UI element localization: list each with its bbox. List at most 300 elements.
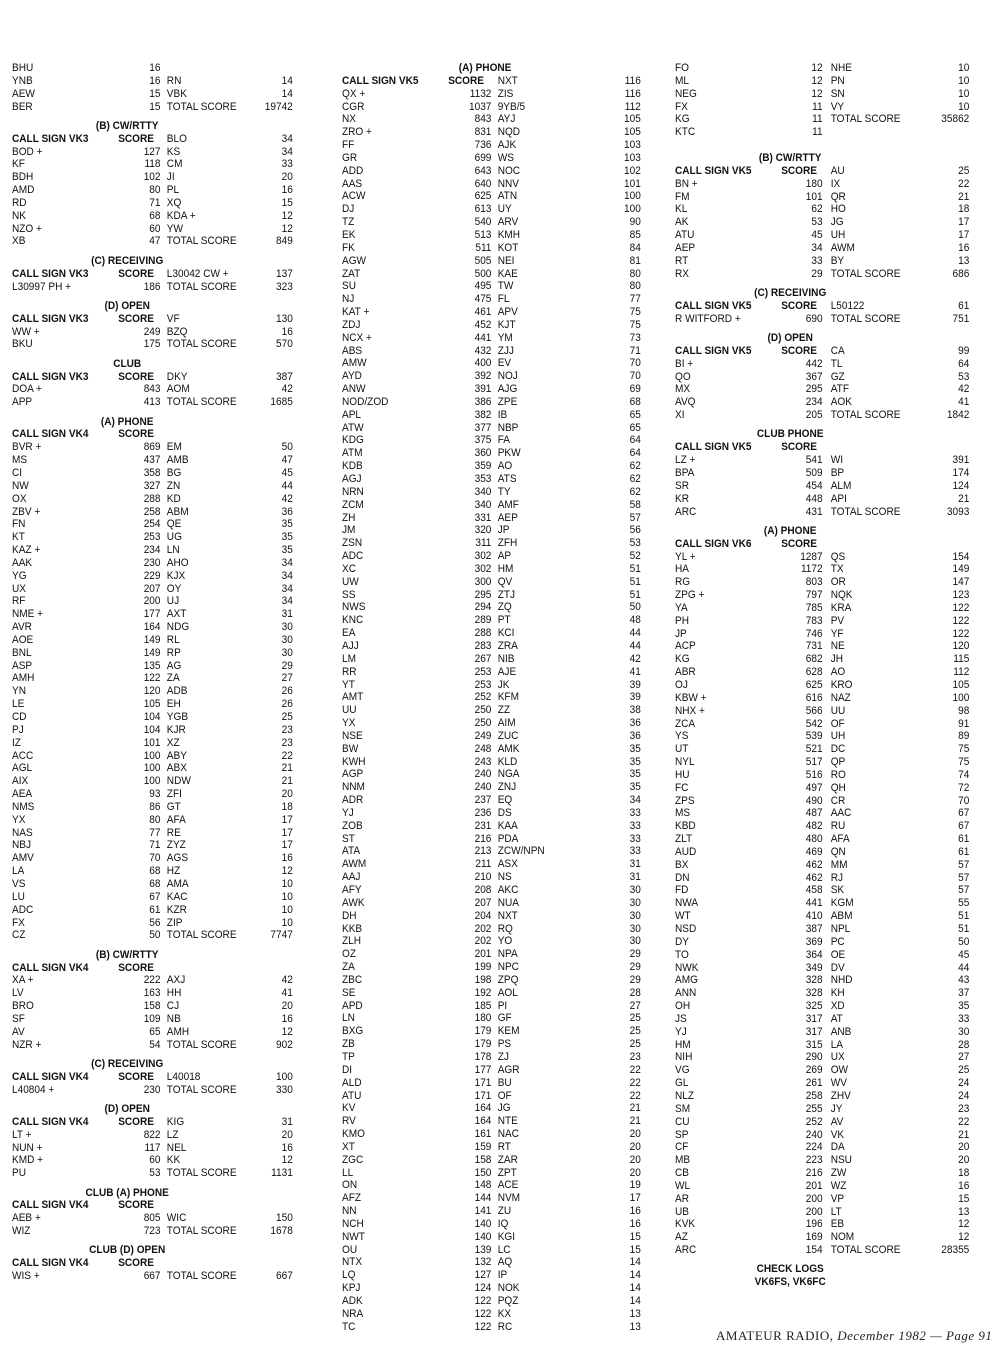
score: 542 [805, 717, 823, 730]
score-2: 34 [281, 569, 293, 582]
table-row [342, 1076, 641, 1090]
table-row [342, 1089, 641, 1103]
call-sign: EA [342, 627, 356, 640]
call-sign: UB [675, 1205, 689, 1218]
score: 158 [474, 1153, 492, 1166]
call-sign-2: DKY [166, 370, 188, 383]
score: 65 [149, 1025, 161, 1038]
call-sign-2: PC [830, 935, 845, 948]
score: 216 [805, 1167, 823, 1180]
score: 68 [149, 209, 161, 222]
call-sign-2: AQ [497, 1256, 513, 1269]
score-2: 31 [281, 1115, 293, 1128]
score: 12 [811, 87, 823, 100]
call-sign-2: OY [166, 582, 182, 595]
table-row [342, 601, 641, 614]
score-2: 16 [958, 241, 970, 254]
table-row [12, 750, 296, 763]
call-sign-2: ZRA [497, 639, 518, 652]
call-sign-2: NPC [497, 961, 519, 974]
call-sign-header: CALL SIGN VK4 [12, 428, 89, 441]
score-2: 12 [281, 209, 293, 222]
call-sign: NX [342, 113, 356, 126]
table-row [342, 1269, 641, 1282]
score: 15 [149, 100, 161, 113]
call-sign: AGJ [342, 473, 362, 485]
score-2: 22 [958, 177, 970, 190]
table-row [675, 466, 970, 480]
score-2: 25 [281, 711, 293, 723]
table-row [12, 711, 296, 724]
table-row [342, 537, 641, 550]
score-2: 115 [953, 653, 970, 666]
table-row [342, 447, 641, 460]
score-2: 116 [624, 74, 641, 87]
call-sign-2: KZR [166, 903, 187, 916]
call-sign-2: GT [166, 800, 181, 813]
score: 1172 [800, 563, 823, 576]
section-heading-row [12, 1058, 296, 1071]
call-sign: APD [342, 999, 363, 1012]
call-sign-2: KK [166, 1154, 181, 1167]
call-sign: MB [675, 1154, 691, 1167]
score: 211 [475, 858, 492, 871]
table-row [342, 871, 641, 884]
call-sign-2: UJ [166, 595, 180, 608]
score-2: 21 [281, 762, 293, 775]
call-sign: AWM [342, 858, 367, 871]
score-2: 12 [281, 865, 293, 878]
score-2: 18 [281, 800, 293, 813]
score: 325 [805, 1000, 823, 1013]
score: 364 [805, 948, 823, 961]
call-sign: ATA [342, 845, 361, 858]
call-sign-2: YO [497, 935, 513, 948]
score-2: 16 [629, 1205, 641, 1218]
call-sign: AIX [12, 775, 29, 788]
call-sign: FN [12, 518, 26, 531]
call-sign: YT [342, 678, 355, 691]
score-2: 21 [958, 492, 970, 505]
table-row [675, 1154, 970, 1167]
call-sign-2: KGM [830, 897, 854, 910]
table-row [12, 480, 296, 493]
table-row [675, 409, 970, 422]
call-sign: DY [675, 935, 689, 948]
score: 541 [805, 454, 823, 467]
call-sign: ZLT [675, 833, 693, 846]
call-sign-2: 9YB/5 [497, 100, 526, 113]
call-sign-2: JH [830, 653, 844, 666]
call-sign-2: JI [166, 171, 175, 184]
score: 803 [805, 576, 823, 589]
call-sign-2: TOTAL SCORE [166, 100, 237, 113]
table-row [342, 961, 641, 974]
section-title: (A) PHONE [458, 62, 512, 74]
score: 118 [144, 158, 161, 171]
table-row [675, 717, 970, 731]
score: 822 [143, 1128, 161, 1141]
score: 682 [805, 653, 823, 666]
call-sign-2: VK [830, 1128, 845, 1141]
score-2: 30 [629, 896, 641, 909]
call-sign-header: CALL SIGN VK6 [675, 537, 752, 550]
score-2: 20 [629, 1166, 641, 1179]
table-row [12, 1167, 296, 1180]
call-sign: BDH [12, 171, 34, 184]
score-2: 72 [958, 781, 970, 794]
call-sign-header: CALL SIGN VK5 [675, 344, 752, 357]
call-sign-2: TOTAL SCORE [830, 113, 901, 126]
score: 210 [474, 871, 492, 884]
call-sign: NWS [342, 601, 366, 614]
table-row [675, 241, 970, 255]
call-sign-2: ZYZ [166, 839, 186, 852]
call-sign: YX [12, 813, 26, 826]
table-row [675, 833, 970, 846]
call-sign-header: CALL SIGN VK4 [12, 1070, 89, 1083]
score: 248 [474, 742, 492, 755]
table-row [342, 164, 641, 178]
table-row [675, 794, 970, 808]
table-row [12, 878, 296, 891]
call-sign-2: L40018 [166, 1070, 201, 1083]
table-row [12, 75, 296, 88]
section-heading-row [12, 313, 296, 326]
score-2: 27 [281, 672, 293, 685]
score: 269 [805, 1064, 823, 1077]
call-sign-2: OW [830, 1064, 849, 1077]
score: 122 [474, 1295, 492, 1307]
table-row [342, 434, 641, 447]
score-2: 16 [629, 1217, 641, 1230]
call-sign-2: PI [497, 999, 508, 1012]
score: 359 [474, 460, 492, 473]
score-2: 10 [281, 916, 293, 929]
call-sign-2: TOTAL SCORE [830, 505, 901, 518]
table-row [342, 948, 641, 961]
section-heading-row [12, 949, 296, 962]
score: 461 [474, 306, 492, 319]
score: 487 [805, 807, 823, 820]
call-sign: IZ [12, 736, 21, 749]
score-2: 62 [629, 485, 641, 498]
call-sign: UX [12, 582, 26, 595]
score-header: SCORE [118, 961, 155, 974]
table-row [342, 562, 641, 576]
score-2: 19742 [264, 100, 293, 113]
call-sign-2: DS [497, 806, 512, 819]
call-sign: YX [342, 717, 356, 730]
call-sign-header: CALL SIGN VK5 [675, 299, 752, 312]
section-heading-row [12, 268, 296, 281]
score: 295 [805, 383, 823, 396]
score-2: 849 [275, 235, 293, 248]
score-2: 26 [281, 698, 293, 711]
score-2: 17 [281, 813, 293, 826]
section-heading-row [675, 428, 959, 441]
score: 93 [149, 788, 161, 801]
table-row [675, 190, 970, 204]
table-row [342, 1295, 641, 1308]
score-2: 10 [958, 62, 970, 74]
call-sign-2: QN [830, 845, 846, 858]
table-row [12, 506, 296, 519]
score-2: 21 [958, 1128, 970, 1141]
score-2: 41 [958, 396, 970, 409]
score: 369 [805, 935, 823, 948]
score: 148 [474, 1179, 492, 1192]
score-2: 18 [958, 203, 970, 216]
table-row [342, 678, 641, 692]
publication-name: AMATEUR RADIO, [716, 1328, 834, 1343]
score: 200 [143, 595, 161, 608]
call-sign-2: KRA [830, 601, 852, 614]
call-sign: ADC [342, 550, 364, 563]
score-2: 67 [958, 807, 970, 820]
call-sign-2: ZU [497, 1205, 512, 1218]
call-sign: ABR [675, 666, 696, 679]
score-2: 16 [281, 852, 293, 865]
call-sign: WL [675, 1179, 691, 1192]
call-sign-2: LZ [166, 1128, 179, 1141]
score-2: 667 [275, 1270, 293, 1283]
call-sign: LQ [342, 1269, 356, 1282]
score: 234 [805, 396, 823, 409]
score: 391 [474, 383, 492, 396]
score-2: 34 [281, 556, 293, 569]
call-sign: SP [675, 1128, 689, 1141]
score: 540 [474, 216, 492, 229]
score: 16 [149, 62, 161, 74]
score-2: 35 [629, 755, 641, 768]
call-sign: NWT [342, 1230, 365, 1243]
score: 202 [474, 922, 492, 935]
call-sign: WT [675, 910, 691, 923]
table-row [342, 280, 641, 293]
score-2: 38 [629, 704, 641, 717]
table-row [342, 1050, 641, 1064]
score-2: 53 [629, 537, 641, 550]
score: 199 [474, 961, 492, 974]
score: 224 [805, 1141, 823, 1154]
table-row [675, 563, 970, 576]
score: 207 [143, 582, 161, 595]
score: 222 [143, 974, 161, 987]
score: 509 [805, 466, 823, 479]
section-heading-row [12, 371, 296, 384]
call-sign-2: NXT [497, 909, 518, 922]
score-2: 150 [275, 1212, 293, 1225]
call-sign: ZA [342, 961, 355, 974]
table-row [675, 1025, 970, 1039]
score: 432 [474, 344, 492, 357]
score: 340 [474, 485, 492, 498]
call-sign: KL [675, 203, 688, 216]
call-sign-2: RN [166, 74, 182, 87]
call-sign: R WITFORD + [675, 312, 741, 325]
call-sign-2: AT [830, 1012, 843, 1025]
table-row [342, 1230, 641, 1244]
score: 179 [474, 1025, 492, 1038]
call-sign: TC [342, 1320, 356, 1333]
score-2: 85 [629, 228, 641, 241]
section-title: (D) OPEN [104, 299, 150, 312]
call-sign: APP [12, 396, 33, 409]
score: 149 [143, 646, 161, 659]
score: 317 [805, 1012, 823, 1025]
call-sign-2: PT [497, 614, 511, 627]
table-row [675, 1077, 970, 1090]
call-sign-2: KAC [166, 890, 188, 903]
call-sign: ML [675, 74, 689, 87]
section-heading-row [12, 358, 296, 371]
table-row [12, 171, 296, 184]
call-sign: RG [675, 576, 691, 589]
call-sign-header: CALL SIGN VK4 [12, 1199, 89, 1212]
score: 71 [149, 839, 161, 852]
section-title: (B) CW/RTTY [95, 119, 159, 132]
score: 377 [474, 421, 492, 434]
call-sign: WIZ [12, 1225, 31, 1238]
score-2: 33 [629, 806, 641, 819]
score-2: 62 [629, 460, 641, 473]
score-2: 20 [281, 788, 293, 801]
score: 290 [805, 1051, 823, 1064]
score-2: 100 [623, 190, 641, 203]
section-heading-row [675, 1263, 959, 1276]
score: 869 [143, 441, 161, 454]
call-sign: PU [12, 1167, 26, 1180]
table-row [675, 691, 970, 705]
section-heading-row [342, 62, 628, 75]
call-sign: QO [675, 370, 691, 383]
score: 175 [143, 338, 161, 351]
score-2: 34 [281, 132, 293, 145]
score-2: 75 [958, 756, 970, 769]
score-2: 45 [281, 466, 293, 479]
table-row [675, 203, 970, 216]
call-sign-2: KAA [497, 819, 518, 832]
call-sign-2: KGI [497, 1230, 516, 1243]
score-2: 44 [629, 627, 641, 640]
call-sign-2: ATN [497, 190, 518, 203]
call-sign: NSD [675, 923, 697, 935]
call-sign-2: YM [497, 331, 513, 344]
call-sign-2: WI [830, 454, 844, 467]
table-row [342, 896, 641, 910]
score-header: SCORE [118, 132, 155, 145]
call-sign-2: KFM [497, 691, 519, 704]
score-2: 10 [281, 890, 293, 903]
call-sign-2: WV [830, 1077, 847, 1090]
table-row [342, 177, 641, 191]
score-2: 29 [629, 973, 641, 986]
score-header: SCORE [781, 164, 818, 177]
score: 12 [811, 62, 823, 74]
score-2: 22 [629, 1076, 641, 1089]
call-sign-2: FA [497, 434, 511, 447]
score: 294 [474, 601, 492, 614]
score-2: 22 [629, 1063, 641, 1076]
call-sign-2: ARV [497, 216, 519, 229]
call-sign: AEP [675, 241, 696, 254]
score-2: 21 [629, 1102, 641, 1115]
table-row [342, 935, 641, 948]
score: 805 [143, 1212, 161, 1225]
table-row [12, 762, 296, 775]
call-sign: DI [342, 1063, 353, 1076]
call-sign: NBJ [12, 839, 32, 852]
score: 283 [474, 639, 492, 652]
score-2: 61 [958, 833, 970, 846]
call-sign-2: XZ [166, 736, 180, 749]
score-2: 23 [629, 1050, 641, 1063]
table-row [342, 819, 641, 833]
call-sign: NZR + [12, 1038, 42, 1051]
score: 62 [811, 203, 823, 216]
call-sign: AEW [12, 87, 35, 100]
call-sign: AMH [12, 672, 35, 685]
score: 382 [474, 408, 492, 421]
section-title: VK6FS, VK6FC [754, 1276, 826, 1289]
table-row [342, 241, 641, 255]
score-2: 41 [629, 665, 641, 678]
section-title: CLUB PHONE [756, 428, 824, 441]
score-2: 100 [952, 691, 970, 704]
score-2: 10 [958, 74, 970, 87]
score-2: 24 [958, 1077, 970, 1090]
call-sign: HA [675, 563, 689, 576]
score-2: 73 [629, 331, 641, 344]
call-sign-2: EV [497, 357, 512, 370]
call-sign-2: TOTAL SCORE [830, 312, 901, 325]
call-sign: KWH [342, 755, 366, 768]
table-row [342, 1205, 641, 1218]
call-sign: ATW [342, 421, 364, 434]
call-sign: CZ [12, 929, 26, 942]
score-2: 57 [958, 858, 970, 871]
score-2: 75 [958, 743, 970, 756]
call-sign-2: AOK [830, 396, 852, 409]
call-sign-2: GZ [830, 370, 845, 383]
call-sign: BN + [675, 177, 698, 190]
table-row [342, 550, 641, 563]
score-2: 75 [629, 318, 641, 331]
call-sign: TO [675, 948, 689, 961]
call-sign-2: AWM [830, 241, 855, 254]
call-sign: ZH [342, 511, 356, 524]
call-sign-2: BZQ [166, 325, 188, 338]
call-sign-2: NAC [497, 1128, 519, 1141]
score-2: 13 [629, 1320, 641, 1333]
score: 231 [474, 819, 492, 832]
table-row [675, 479, 970, 493]
call-sign-2: JG [497, 1102, 511, 1115]
score-2: 1685 [270, 396, 293, 409]
table-row [342, 511, 641, 525]
call-sign-2: PL [166, 184, 180, 197]
table-row [12, 281, 296, 294]
call-sign-2: RJ [830, 871, 844, 884]
call-sign-2: UU [830, 704, 846, 717]
call-sign: XI [675, 409, 685, 422]
call-sign: NJ [342, 293, 355, 306]
call-sign-2: NIB [497, 652, 515, 665]
call-sign-header: CALL SIGN VK4 [12, 1115, 89, 1128]
call-sign: ADD [342, 164, 364, 177]
call-sign-2: ABM [166, 505, 189, 518]
